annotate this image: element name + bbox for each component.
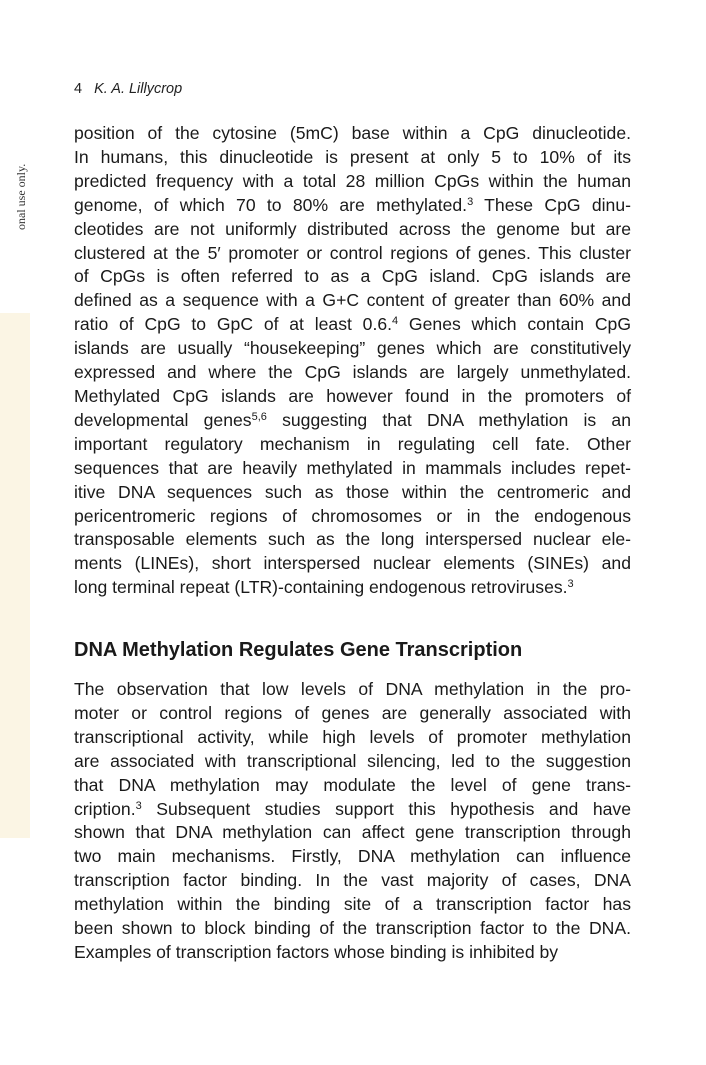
text-line: of CpGs is often referred to as a CpG island. CpG islands are (74, 266, 631, 287)
text-line: that DNA methylation may modulate the level of gene trans- (74, 774, 631, 795)
margin-band (0, 313, 30, 838)
text-line: methylation within the binding site of a transcription factor has (74, 894, 631, 915)
text-line: ments (LINEs), short interspersed nuclear elements (SINEs) and (74, 553, 631, 574)
text-segment: suggesting that DNA methylation is an (266, 409, 632, 430)
text-line: predicted frequency with a total 28 million CpGs within the human (74, 170, 631, 191)
text-line: position of the cytosine (5mC) base within a CpG dinucleotide. (74, 123, 631, 143)
running-head (74, 81, 182, 97)
text-line (74, 798, 631, 822)
text-line: transposable elements such as the long interspersed nuclear ele- (74, 529, 631, 550)
text-line: defined as a sequence with a G+C content of greater than 60% and (74, 290, 631, 311)
author-name: K. A. Lillycrop (94, 81, 183, 97)
text-line: clustered at the 5′ promoter or control regions of genes. This cluster (74, 242, 631, 263)
text-line: In humans, this dinucleotide is present at only 5 to 10% of its (74, 146, 631, 167)
text-line: cleotides are not uniformly distributed across the genome but are (74, 218, 631, 239)
text-segment: Subsequent studies support this hypothesis and have (141, 798, 631, 819)
text-line: moter or control regions of genes are generally associated with (74, 702, 631, 723)
text-line: itive DNA sequences such as those within the centromeric and (74, 481, 631, 502)
text-line: important regulatory mechanism in regulating cell fate. Other (74, 433, 631, 454)
text-segment: ratio of CpG to GpC of at least 0.6. (74, 314, 393, 335)
reference-mark: 4 (392, 315, 399, 328)
reference-mark: 3 (467, 195, 474, 208)
reference-mark: 3 (567, 578, 574, 591)
section-heading: DNA Methylation Regulates Gene Transcription (74, 639, 523, 661)
text-line: The observation that low levels of DNA methylation in the pro- (74, 679, 631, 699)
text-segment: genome, of which 70 to 80% are methylated. (74, 194, 468, 215)
text-line: Examples of transcription factors whose binding is inhibited by (74, 941, 559, 962)
text-segment: These CpG dinu- (473, 194, 631, 215)
text-line (74, 194, 631, 218)
reference-mark: 5,6 (251, 410, 267, 423)
text-line (74, 576, 631, 600)
text-line (74, 409, 631, 433)
text-line: transcription factor binding. In the vast majority of cases, DNA (74, 870, 631, 891)
reference-mark: 3 (135, 799, 142, 812)
text-segment: cription. (74, 798, 136, 819)
text-segment: Genes which contain CpG (398, 314, 632, 335)
text-line: islands are usually “housekeeping” genes which are constitutively (74, 338, 631, 359)
side-note: onal use only. (14, 163, 28, 230)
text-line: expressed and where the CpG islands are largely unmethylated. (74, 362, 631, 383)
text-line: two main mechanisms. Firstly, DNA methylation can influence (74, 846, 631, 867)
paragraph-1 (74, 122, 631, 600)
text-line: Methylated CpG islands are however found in the promoters of (74, 385, 631, 406)
paragraph-2 (74, 678, 631, 965)
text-line: shown that DNA methylation can affect gene transcription through (74, 822, 631, 843)
text-segment: long terminal repeat (LTR)-containing endogenous retroviruses. (74, 577, 568, 598)
text-line: transcriptional activity, while high levels of promoter methylation (74, 726, 631, 747)
text-line: sequences that are heavily methylated in mammals includes repet- (74, 457, 631, 478)
text-line: pericentromeric regions of chromosomes or in the endogenous (74, 505, 631, 526)
text-line: been shown to block binding of the transcription factor to the DNA. (74, 918, 631, 939)
text-segment: developmental genes (74, 409, 252, 430)
text-line: are associated with transcriptional silencing, led to the suggestion (74, 750, 631, 771)
page-number: 4 (74, 81, 83, 97)
text-line (74, 313, 631, 337)
